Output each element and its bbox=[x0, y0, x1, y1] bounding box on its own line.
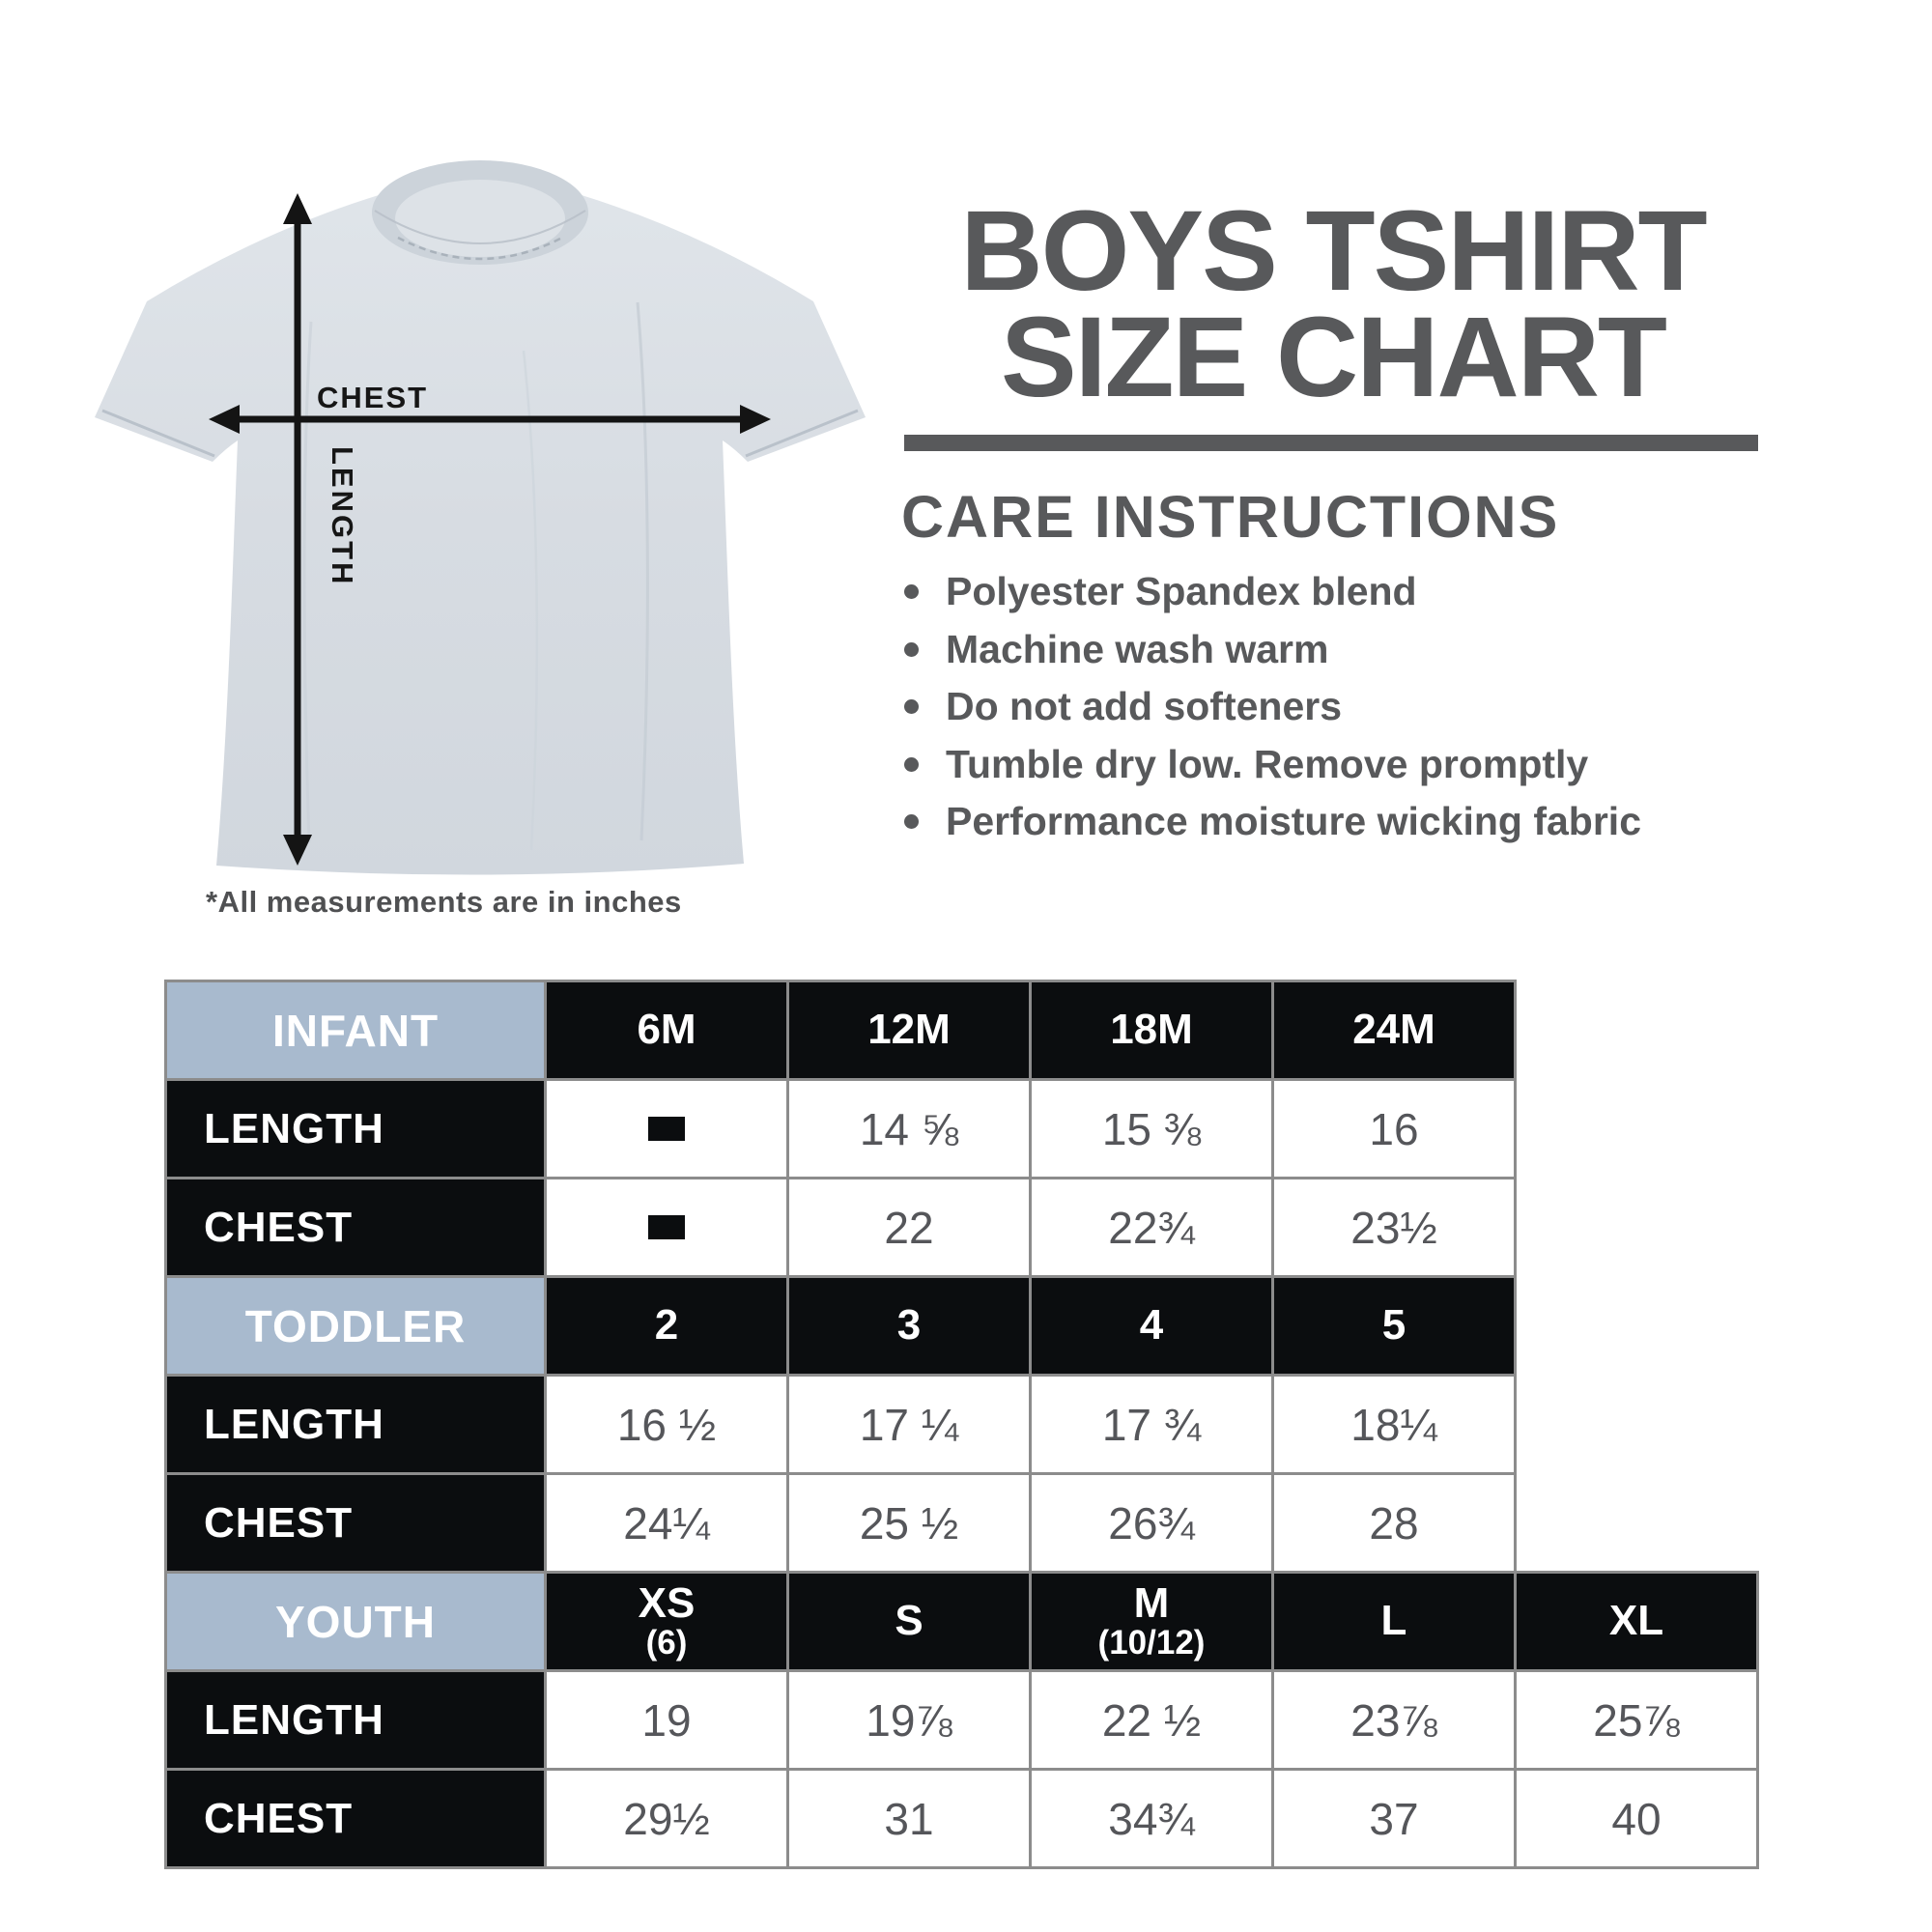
care-instructions-heading: CARE INSTRUCTIONS bbox=[901, 484, 1560, 550]
measurements-footnote: *All measurements are in inches bbox=[206, 885, 682, 919]
care-item-text: Machine wash warm bbox=[946, 626, 1329, 671]
tshirt-body bbox=[95, 174, 866, 875]
size-value-cell: 25 ½ bbox=[789, 1475, 1029, 1571]
size-table-section-toddler bbox=[164, 1275, 1517, 1574]
care-item-text: Performance moisture wicking fabric bbox=[946, 799, 1642, 843]
row-label-chest: CHEST bbox=[167, 1179, 544, 1275]
column-header: 12M bbox=[789, 982, 1029, 1078]
size-value-cell: 19⅞ bbox=[789, 1672, 1029, 1768]
size-value-cell: 22¾ bbox=[1032, 1179, 1271, 1275]
size-value-cell: 24¼ bbox=[547, 1475, 786, 1571]
care-item bbox=[901, 678, 1641, 736]
no-value-dash bbox=[648, 1117, 685, 1141]
care-item-text: Tumble dry low. Remove promptly bbox=[946, 741, 1589, 786]
column-header: S bbox=[789, 1574, 1029, 1669]
size-value-cell: 17 ¾ bbox=[1032, 1377, 1271, 1472]
section-header-toddler: TODDLER bbox=[167, 1278, 544, 1374]
size-table-section-infant bbox=[164, 980, 1517, 1278]
care-instructions-list bbox=[901, 563, 1641, 851]
column-header: 18M bbox=[1032, 982, 1271, 1078]
page-title-line1: BOYS TSHIRT bbox=[960, 187, 1706, 315]
section-header-youth: YOUTH bbox=[167, 1574, 544, 1669]
column-header: 6M bbox=[547, 982, 786, 1078]
size-value-cell: 31 bbox=[789, 1771, 1029, 1866]
size-value-cell: 40 bbox=[1517, 1771, 1756, 1866]
size-value-cell: 15 ⅜ bbox=[1032, 1081, 1271, 1177]
size-value-cell: 37 bbox=[1274, 1771, 1514, 1866]
tshirt-illustration bbox=[58, 124, 879, 906]
care-item-text: Polyester Spandex blend bbox=[946, 569, 1417, 613]
column-header: 24M bbox=[1274, 982, 1514, 1078]
size-value-cell: 23⅞ bbox=[1274, 1672, 1514, 1768]
collar-opening bbox=[395, 180, 565, 257]
size-value-cell bbox=[547, 1081, 786, 1177]
column-header: 2 bbox=[547, 1278, 786, 1374]
title-underline bbox=[904, 435, 1758, 451]
size-value-cell: 17 ¼ bbox=[789, 1377, 1029, 1472]
column-header: XL bbox=[1517, 1574, 1756, 1669]
tshirt-diagram bbox=[58, 124, 879, 906]
size-value-cell: 18¼ bbox=[1274, 1377, 1514, 1472]
care-item bbox=[901, 621, 1641, 679]
section-header-infant: INFANT bbox=[167, 982, 544, 1078]
row-label-length: LENGTH bbox=[167, 1081, 544, 1177]
column-header: M (10/12) bbox=[1032, 1574, 1271, 1669]
care-item-text: Do not add softeners bbox=[946, 684, 1343, 728]
care-item bbox=[901, 736, 1641, 794]
size-value-cell: 14 ⅝ bbox=[789, 1081, 1029, 1177]
row-label-chest: CHEST bbox=[167, 1771, 544, 1866]
size-value-cell: 29½ bbox=[547, 1771, 786, 1866]
size-value-cell: 25⅞ bbox=[1517, 1672, 1756, 1768]
column-header: 3 bbox=[789, 1278, 1029, 1374]
size-value-cell: 22 bbox=[789, 1179, 1029, 1275]
size-value-cell: 23½ bbox=[1274, 1179, 1514, 1275]
chest-label: CHEST bbox=[317, 381, 429, 414]
care-item bbox=[901, 793, 1641, 851]
size-table bbox=[164, 980, 1759, 1869]
column-header: XS (6) bbox=[547, 1574, 786, 1669]
size-value-cell: 19 bbox=[547, 1672, 786, 1768]
size-value-cell bbox=[547, 1179, 786, 1275]
size-value-cell: 26¾ bbox=[1032, 1475, 1271, 1571]
column-header: 5 bbox=[1274, 1278, 1514, 1374]
size-value-cell: 16 ½ bbox=[547, 1377, 786, 1472]
page-title-line2: SIZE CHART bbox=[1001, 294, 1665, 421]
column-header: 4 bbox=[1032, 1278, 1271, 1374]
no-value-dash bbox=[648, 1215, 685, 1239]
size-value-cell: 16 bbox=[1274, 1081, 1514, 1177]
row-label-length: LENGTH bbox=[167, 1377, 544, 1472]
row-label-chest: CHEST bbox=[167, 1475, 544, 1571]
size-value-cell: 34¾ bbox=[1032, 1771, 1271, 1866]
size-table-section-youth bbox=[164, 1571, 1759, 1869]
care-item bbox=[901, 563, 1641, 621]
size-value-cell: 22 ½ bbox=[1032, 1672, 1271, 1768]
page-title bbox=[898, 187, 1768, 421]
size-value-cell: 28 bbox=[1274, 1475, 1514, 1571]
length-label: LENGTH bbox=[326, 446, 359, 587]
column-header: L bbox=[1274, 1574, 1514, 1669]
row-label-length: LENGTH bbox=[167, 1672, 544, 1768]
